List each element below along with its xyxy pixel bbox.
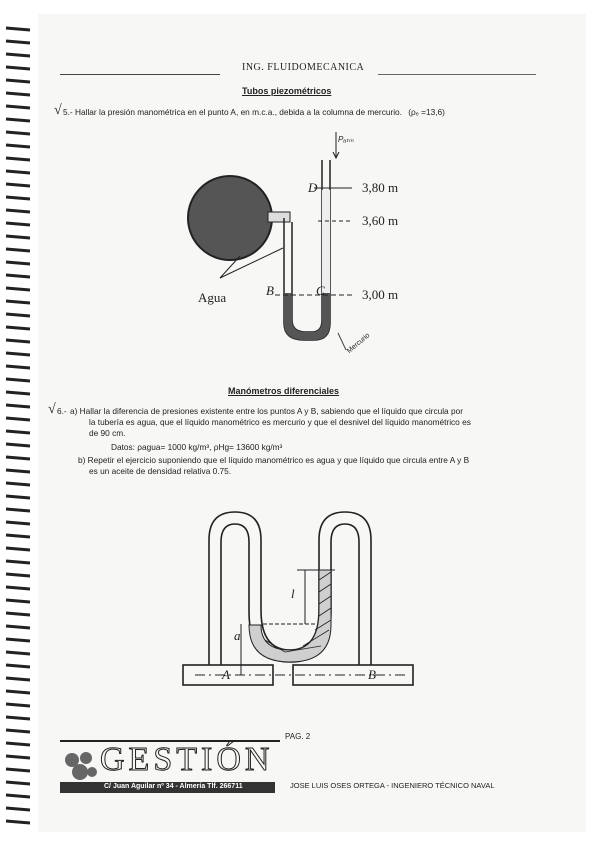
- data-line: Datos: ρagua= 1000 kg/m³, ρHg= 13600 kg/m³: [111, 442, 283, 452]
- spiral-coil: [6, 106, 30, 108]
- spiral-coil: [6, 600, 30, 602]
- spiral-coil: [6, 418, 30, 420]
- spiral-coil: [6, 431, 30, 433]
- spiral-binding: [0, 0, 38, 848]
- spiral-coil: [6, 93, 30, 95]
- problem-5-statement: [63, 107, 445, 118]
- spiral-coil: [6, 574, 30, 576]
- problem-number: 5.-: [63, 107, 73, 117]
- spiral-coil: [6, 691, 30, 693]
- spiral-coil: [6, 743, 30, 745]
- mercurio-label: Mercurio: [345, 332, 372, 355]
- check-mark-icon: √: [54, 103, 62, 118]
- mercury-column: [284, 293, 330, 340]
- spiral-coil: [6, 821, 30, 823]
- logo-address: C/ Juan Aguilar nº 34 - Almería Tlf. 266711: [104, 783, 243, 790]
- spiral-coil: [6, 717, 30, 719]
- spiral-coil: [6, 301, 30, 303]
- spiral-coil: [6, 171, 30, 173]
- spiral-coil: [6, 730, 30, 732]
- connector-pipe: [268, 212, 290, 222]
- spiral-coil: [6, 327, 30, 329]
- spiral-coil: [6, 782, 30, 784]
- spiral-coil: [6, 80, 30, 82]
- mercurio-leader: [338, 333, 346, 350]
- spiral-coil: [6, 561, 30, 563]
- level-label-300: 3,00 m: [362, 287, 399, 302]
- header-rule-left: [60, 74, 220, 75]
- point-b-label-2: B: [368, 667, 376, 682]
- point-c-label: C: [316, 283, 325, 298]
- spiral-coil: [6, 392, 30, 394]
- spiral-coil: [6, 379, 30, 381]
- spiral-coil: [6, 613, 30, 615]
- spiral-coil: [6, 756, 30, 758]
- spiral-coil: [6, 41, 30, 43]
- agua-label: Agua: [198, 290, 227, 305]
- spiral-coil: [6, 353, 30, 355]
- page-header-title: ING. FLUIDOMECANICA: [242, 62, 365, 73]
- spiral-coil: [6, 158, 30, 160]
- spiral-coil: [6, 210, 30, 212]
- part-a-line-2: la tubería es agua, que el líquido manométrico es mercurio y que el desnivel del líquido manométrico es: [89, 417, 471, 427]
- level-label-380: 3,80 m: [362, 180, 399, 195]
- spiral-coil: [6, 184, 30, 186]
- header-rule-right: [378, 74, 536, 75]
- part-a-line-3: de 90 cm.: [89, 428, 126, 438]
- spiral-coil: [6, 639, 30, 641]
- spiral-coil: [6, 548, 30, 550]
- spiral-coil: [6, 145, 30, 147]
- spiral-coil: [6, 405, 30, 407]
- spiral-coil: [6, 54, 30, 56]
- spiral-coil: [6, 444, 30, 446]
- spiral-coil: [6, 587, 30, 589]
- spiral-coil: [6, 67, 30, 69]
- spiral-coil: [6, 704, 30, 706]
- spiral-coil: [6, 132, 30, 134]
- spiral-coil: [6, 665, 30, 667]
- gestion-logo: GESTIÓN: [100, 741, 274, 778]
- problem-text: Hallar la presión manométrica en el punto A, en m.c.a., debida a la columna de mercurio.: [75, 107, 402, 117]
- spiral-coil: [6, 808, 30, 810]
- spiral-coil: [6, 340, 30, 342]
- level-label-360: 3,60 m: [362, 213, 399, 228]
- spiral-coil: [6, 626, 30, 628]
- point-b-label: B: [266, 283, 274, 298]
- author-line: JOSE LUIS OSES ORTEGA - INGENIERO TÉCNICO NAVAL: [290, 781, 495, 790]
- spiral-coil: [6, 249, 30, 251]
- logo-flower-icon: [60, 748, 100, 784]
- spiral-coil: [6, 678, 30, 680]
- spiral-coil: [6, 535, 30, 537]
- part-b-line-1: b) Repetir el ejercicio suponiendo que el líquido manométrico es agua y que líquido que circula entre A y B: [78, 455, 470, 465]
- spiral-coil: [6, 509, 30, 511]
- spiral-coil: [6, 288, 30, 290]
- section-heading-diferenciales: Manómetros diferenciales: [228, 386, 340, 396]
- point-a-label: A: [222, 667, 230, 682]
- water-column: [322, 190, 330, 293]
- spiral-coil: [6, 275, 30, 277]
- part-b-line-2: es un aceite de densidad relativa 0.75.: [89, 466, 232, 476]
- spiral-coil: [6, 197, 30, 199]
- spiral-coil: [6, 457, 30, 459]
- spiral-coil: [6, 236, 30, 238]
- density-note: (ρₑ =13,6): [408, 107, 445, 117]
- section-heading-piezometricos: Tubos piezométricos: [242, 86, 332, 96]
- spiral-coil: [6, 314, 30, 316]
- spiral-coil: [6, 769, 30, 771]
- spiral-coil: [6, 119, 30, 121]
- differential-manometer-figure: [175, 500, 425, 700]
- spiral-coil: [6, 223, 30, 225]
- problem-6-number: 6.-: [57, 406, 67, 416]
- spiral-coil: [6, 522, 30, 524]
- spiral-coil: [6, 795, 30, 797]
- piezometer-figure: [180, 128, 420, 363]
- manometer-inner-path: [221, 524, 359, 665]
- water-sphere: [188, 176, 272, 260]
- part-a-line-1: a) Hallar la diferencia de presiones existente entre los puntos A y B, sabiendo que el líquido que circula por: [70, 406, 463, 416]
- spiral-coil: [6, 652, 30, 654]
- spiral-coil: [6, 28, 30, 30]
- page-number: PAG. 2: [285, 732, 311, 741]
- dimension-l-label: l: [291, 586, 295, 601]
- spiral-coil: [6, 470, 30, 472]
- check-mark-icon-2: √: [48, 402, 56, 417]
- spiral-coil: [6, 366, 30, 368]
- spiral-coil: [6, 262, 30, 264]
- dimension-a-label: a: [234, 628, 241, 643]
- spiral-coil: [6, 496, 30, 498]
- spiral-coil: [6, 483, 30, 485]
- patm-label: Pₐₜₘ: [338, 135, 354, 144]
- point-d-label: D: [308, 180, 318, 195]
